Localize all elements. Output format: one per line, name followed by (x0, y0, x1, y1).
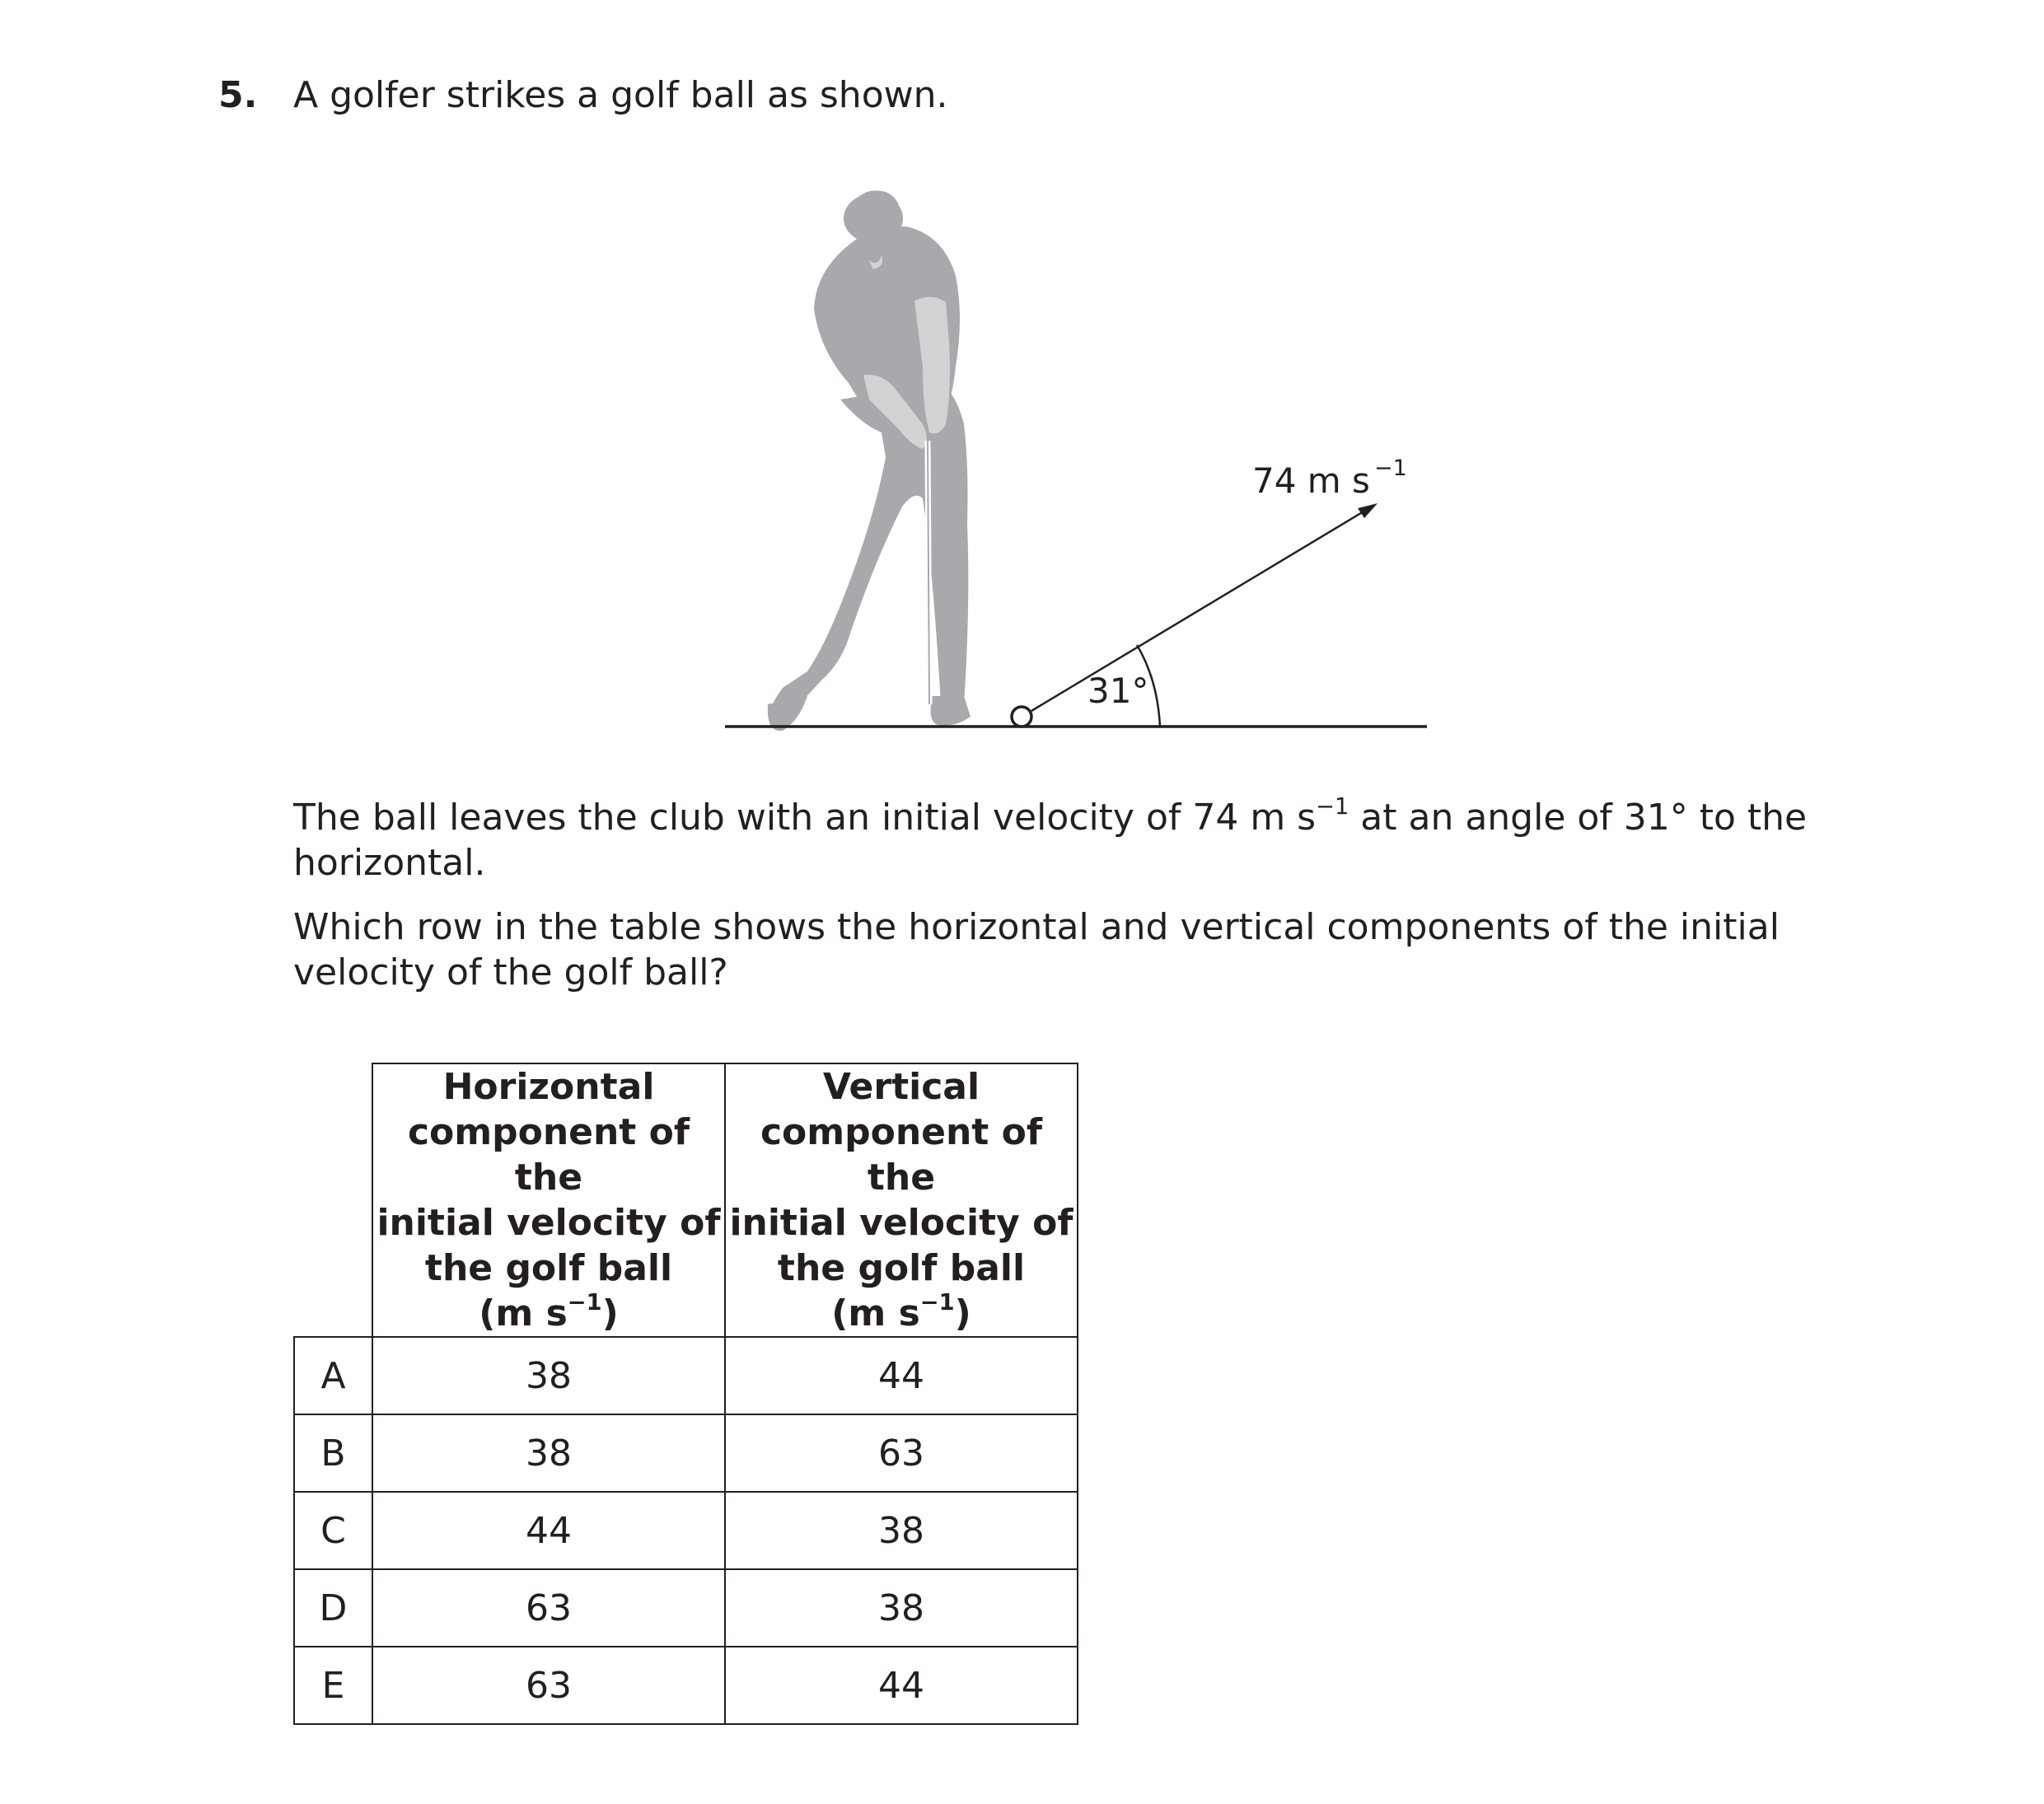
unit-close: ) (954, 1292, 971, 1334)
header-line: component of the (407, 1111, 690, 1199)
horizontal-value: 38 (372, 1337, 725, 1414)
unit-close: ) (601, 1292, 619, 1334)
header-line: the golf ball (424, 1247, 673, 1289)
header-vertical (725, 1063, 1078, 1337)
golf-ball-icon (1012, 707, 1031, 727)
header-unit (726, 1291, 1077, 1336)
paragraph1-exponent: −1 (1316, 793, 1349, 820)
vertical-value: 44 (725, 1647, 1078, 1724)
unit-open: (m s (479, 1292, 568, 1334)
horizontal-value: 63 (372, 1569, 725, 1647)
angle-label: 31° (1087, 671, 1149, 711)
vertical-value: 44 (725, 1337, 1078, 1414)
horizontal-value: 44 (372, 1492, 725, 1569)
row-label: A (294, 1337, 372, 1414)
vertical-value: 38 (725, 1569, 1078, 1647)
table-row (294, 1337, 1078, 1414)
question-number: 5. (218, 74, 258, 116)
table-corner (294, 1063, 372, 1337)
paragraph-question: Which row in the table shows the horizontal and vertical components of the initial velocity of the golf ball? (293, 906, 1780, 993)
vertical-value: 63 (725, 1414, 1078, 1492)
row-label: D (294, 1569, 372, 1647)
paragraph1-part2: at an angle of 31° to the horizontal. (293, 797, 1808, 884)
velocity-label-exponent: −1 (1374, 456, 1407, 481)
paragraph-initial-velocity (293, 795, 1859, 886)
horizontal-value: 63 (372, 1647, 725, 1724)
golfer-silhouette-icon (768, 190, 971, 731)
unit-exponent: −1 (919, 1289, 955, 1316)
header-line: the golf ball (777, 1247, 1026, 1289)
velocity-label: 74 m s (1252, 460, 1370, 501)
header-horizontal (372, 1063, 725, 1337)
header-line: Vertical (822, 1066, 980, 1108)
golfer-figure (717, 177, 1434, 754)
table-header-row (294, 1063, 1078, 1337)
table-row (294, 1647, 1078, 1724)
table-row (294, 1414, 1078, 1492)
answer-table (293, 1063, 1078, 1725)
header-line: Horizontal (442, 1066, 655, 1108)
table-row (294, 1492, 1078, 1569)
unit-open: (m s (831, 1292, 920, 1334)
golfer-diagram (717, 177, 1434, 754)
header-line: component of the (760, 1111, 1043, 1199)
paragraph1-part1: The ball leaves the club with an initial velocity of 74 m s (293, 797, 1317, 839)
header-unit (373, 1291, 724, 1336)
unit-exponent: −1 (567, 1289, 602, 1316)
horizontal-value: 38 (372, 1414, 725, 1492)
arrow-head-icon (1358, 503, 1377, 518)
header-line: initial velocity of (377, 1202, 721, 1244)
vertical-value: 38 (725, 1492, 1078, 1569)
table-row (294, 1569, 1078, 1647)
question-stem: A golfer strikes a golf ball as shown. (293, 74, 948, 116)
row-label: E (294, 1647, 372, 1724)
row-label: C (294, 1492, 372, 1569)
header-line: initial velocity of (729, 1202, 1073, 1244)
row-label: B (294, 1414, 372, 1492)
velocity-arrow (1031, 507, 1372, 711)
